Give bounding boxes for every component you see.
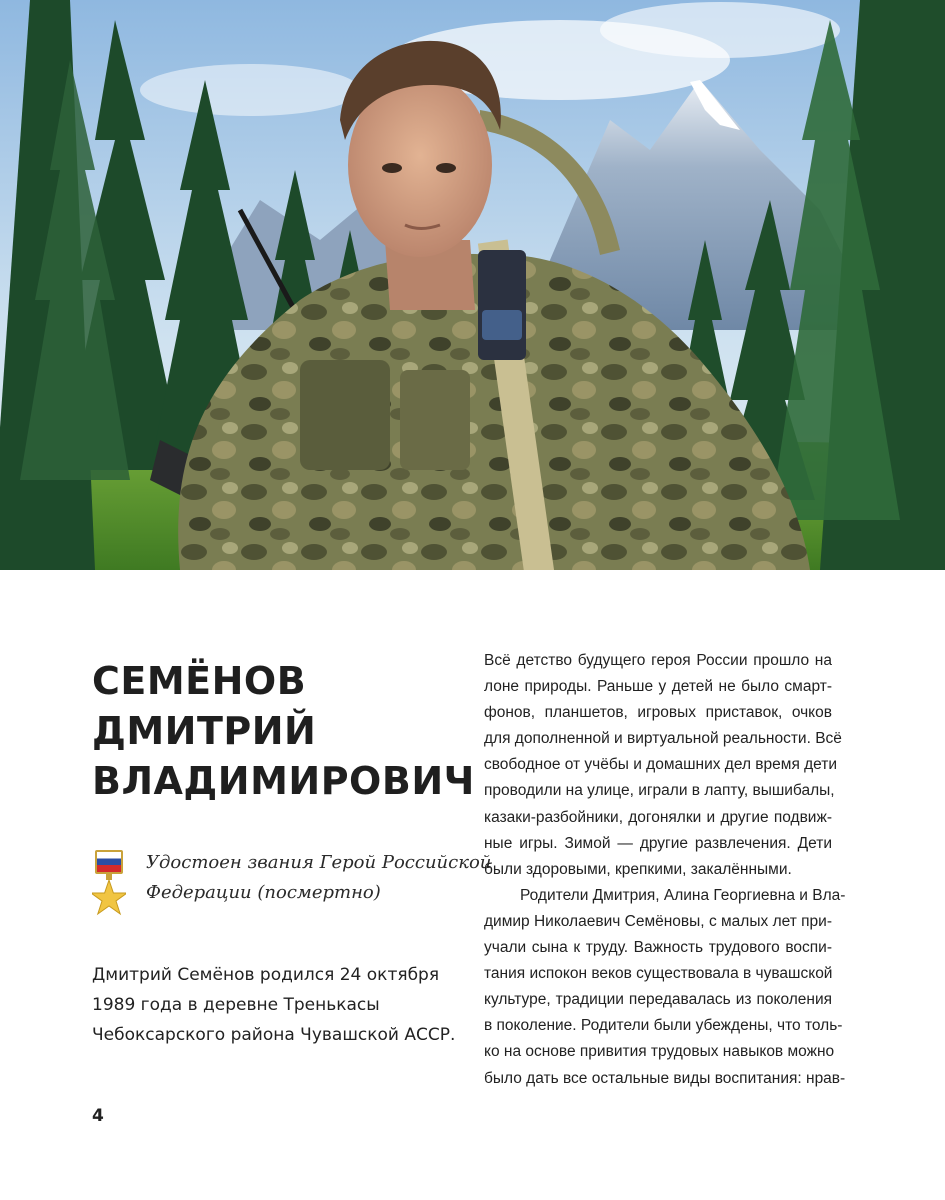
body-line: Родители Дмитрия, Алина Георгиевна и Вла-: [520, 886, 846, 904]
award-line: Федерации (посмертно): [146, 882, 381, 903]
hero-star-medal-icon: [92, 850, 126, 918]
body-line: лоне природы. Раньше у детей не было смарт-: [484, 678, 832, 696]
body-line: ко на основе привития трудовых навыков можно: [484, 1043, 835, 1061]
body-line: тания испокон веков существовала в чувашской: [484, 965, 833, 983]
page-number: 4: [92, 1106, 104, 1126]
body-line: для дополненной и виртуальной реальности. Всё: [484, 730, 842, 748]
title-line: ДМИТРИЙ: [92, 709, 317, 753]
intro-paragraph: [92, 960, 456, 1050]
body-line: в поколение. Родители были убеждены, что толь-: [484, 1017, 843, 1035]
award-block: [92, 848, 492, 918]
hero-name-title: [92, 656, 475, 806]
body-line: казаки-разбойники, догонялки и другие подвиж-: [484, 808, 832, 826]
body-line: димир Николаевич Семёновы, с малых лет при-: [484, 912, 832, 930]
body-line: ные игры. Зимой — другие развлечения. Дети: [484, 834, 832, 852]
award-line: Удостоен звания Герой Российской: [146, 852, 492, 873]
intro-line: 1989 года в деревне Тренькасы: [92, 995, 380, 1015]
body-line: было дать все остальные виды воспитания: нрав-: [484, 1069, 846, 1087]
body-line: фонов, планшетов, игровых приставок, очков: [484, 704, 832, 722]
hero-illustration: [0, 0, 945, 570]
biography-column: [484, 648, 846, 1092]
body-line: Всё детство будущего героя России прошло на: [484, 652, 832, 669]
hero-photo: [0, 0, 945, 570]
title-line: СЕМЁНОВ: [92, 659, 307, 703]
body-line: были здоровыми, крепкими, закалёнными.: [484, 860, 792, 878]
intro-line: Дмитрий Семёнов родился 24 октября: [92, 965, 440, 985]
intro-line: Чебоксарского района Чувашской АССР.: [92, 1025, 456, 1045]
body-line: культуре, традиции передавалась из поколения: [484, 991, 832, 1009]
title-line: ВЛАДИМИРОВИЧ: [92, 759, 475, 803]
body-line: проводили на улице, играли в лапту, вышибалы,: [484, 782, 835, 800]
body-line: учали сына к труду. Важность трудового воспи-: [484, 939, 832, 957]
award-caption: [146, 848, 492, 908]
body-line: свободное от учёбы и домашних дел время дети: [484, 756, 838, 774]
